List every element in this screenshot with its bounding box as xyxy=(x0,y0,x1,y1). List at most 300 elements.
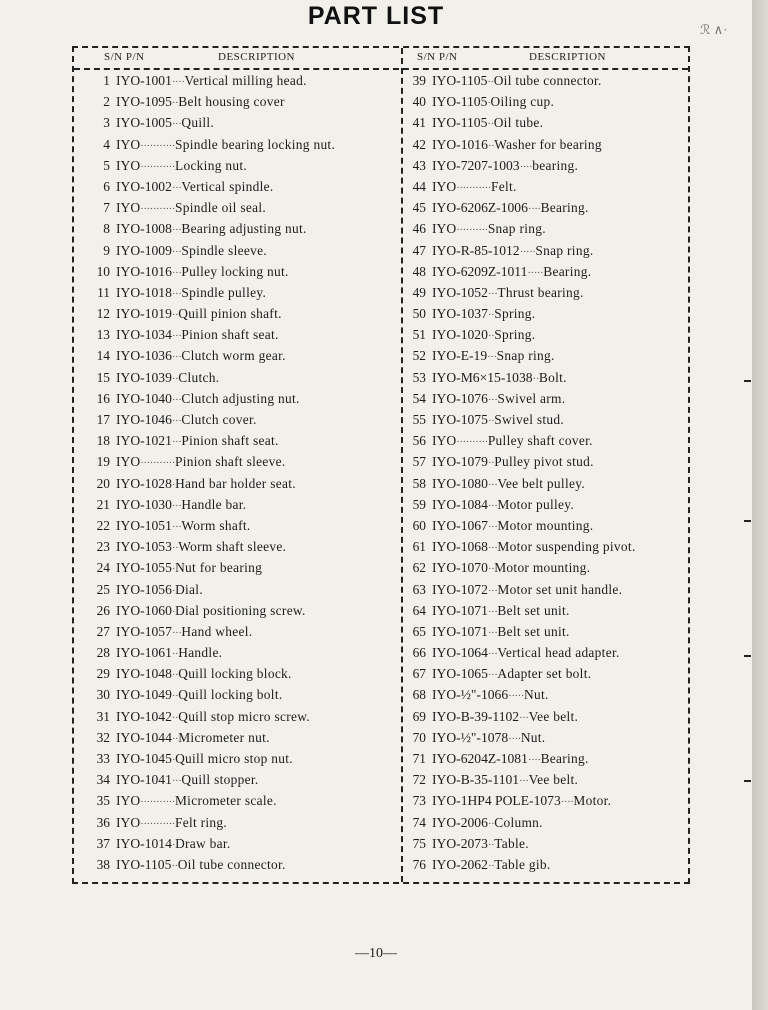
part-row xyxy=(80,367,335,388)
part-description: Washer for bearing xyxy=(494,136,602,152)
part-number: IYO-B-35-1101 xyxy=(432,772,520,788)
part-sn: 73 xyxy=(412,793,426,809)
part-number: IYO-1001 xyxy=(116,73,172,88)
part-description: Spindle bearing locking nut. xyxy=(174,136,336,152)
part-row xyxy=(80,790,335,811)
part-row xyxy=(80,727,335,748)
leader-dots: ·· xyxy=(171,732,179,745)
part-row xyxy=(408,663,636,684)
part-description: Clutch. xyxy=(178,369,220,385)
part-number: IYO xyxy=(432,221,457,237)
part-description: Spindle pulley. xyxy=(181,284,267,300)
part-number: IYO-6206Z-1006 xyxy=(432,200,528,216)
leader-dots: · xyxy=(487,97,491,110)
part-sn: 33 xyxy=(96,751,110,766)
part-sn: 62 xyxy=(412,560,426,576)
leader-dots: ·· xyxy=(487,118,494,131)
part-number: IYO-1020 xyxy=(432,327,488,343)
leader-dots: ·· xyxy=(487,139,495,152)
part-description: Pulley locking nut. xyxy=(181,263,289,279)
part-description: Quill pinion shaft. xyxy=(178,306,282,322)
leader-dots: ··· xyxy=(171,287,182,300)
part-description: Motor suspending pivot. xyxy=(497,539,636,555)
part-sn: 30 xyxy=(96,687,110,703)
part-number: IYO-½"-1066 xyxy=(432,687,509,703)
leader-dots: ·········· xyxy=(456,436,488,449)
part-sn: 16 xyxy=(96,390,110,406)
part-number: IYO-1056 xyxy=(116,581,172,597)
leader-dots: ·· xyxy=(487,76,494,88)
part-row xyxy=(80,261,335,282)
leader-dots: ··· xyxy=(171,118,182,131)
leader-dots: ·· xyxy=(171,648,179,661)
leader-dots: ·· xyxy=(487,817,495,830)
part-sn: 19 xyxy=(96,454,110,470)
leader-dots: ···· xyxy=(171,76,185,88)
part-description: Belt set unit. xyxy=(497,602,570,618)
leader-dots: ·· xyxy=(171,690,179,703)
part-description: Quill locking bolt. xyxy=(178,687,283,703)
part-sn: 34 xyxy=(96,772,110,788)
part-sn: 29 xyxy=(96,666,110,682)
part-row xyxy=(80,833,335,854)
part-description: Vertical head adapter. xyxy=(497,645,620,661)
part-number: IYO-1064 xyxy=(432,645,488,661)
part-number: IYO-1105 xyxy=(116,856,172,872)
part-row xyxy=(80,430,335,451)
part-number: IYO-1068 xyxy=(432,539,488,555)
part-sn: 37 xyxy=(96,835,110,851)
part-number: IYO xyxy=(116,136,141,152)
part-row xyxy=(80,706,335,727)
part-number: IYO-1048 xyxy=(116,666,172,682)
part-sn: 67 xyxy=(412,666,426,682)
part-row xyxy=(408,557,636,578)
leader-dots: ··· xyxy=(487,478,498,491)
part-description: Worm shaft sleeve. xyxy=(178,539,287,555)
part-sn: 48 xyxy=(412,263,426,279)
part-description: Swivel stud. xyxy=(494,412,565,427)
part-description: Table gib. xyxy=(494,856,551,872)
part-row xyxy=(80,515,335,536)
part-description: Worm shaft. xyxy=(181,517,251,533)
part-description: Pinion shaft sleeve. xyxy=(174,454,286,470)
part-row xyxy=(408,303,636,324)
part-number: IYO-1008 xyxy=(116,221,172,237)
part-row xyxy=(80,345,335,366)
part-description: Snap ring. xyxy=(496,348,555,364)
part-row xyxy=(80,663,335,684)
part-description: Quill locking block. xyxy=(178,666,292,682)
part-description: Nut. xyxy=(520,729,546,745)
leader-dots: ··········· xyxy=(140,203,175,216)
part-sn: 28 xyxy=(96,645,110,661)
leader-dots: ··· xyxy=(171,245,182,258)
part-description: Quill stop micro screw. xyxy=(178,708,310,724)
leader-dots: ·· xyxy=(487,309,495,322)
part-row xyxy=(408,70,636,91)
part-row xyxy=(80,621,335,642)
leader-dots: · xyxy=(171,605,176,618)
part-description: Spring. xyxy=(494,327,536,343)
part-description: Swivel arm. xyxy=(497,390,566,406)
part-row xyxy=(80,536,335,557)
part-number: IYO-1070 xyxy=(432,560,488,576)
part-description: Belt set unit. xyxy=(497,623,570,639)
part-sn: 8 xyxy=(103,221,110,237)
part-number: IYO-1061 xyxy=(116,645,172,661)
part-row xyxy=(80,473,335,494)
part-sn: 44 xyxy=(412,178,426,194)
part-number: IYO-1095 xyxy=(116,94,172,110)
part-number: IYO-1067 xyxy=(432,517,488,533)
part-number: IYO-E-19 xyxy=(432,348,488,364)
part-row xyxy=(80,557,335,578)
part-sn: 11 xyxy=(97,284,110,300)
margin-mark xyxy=(744,780,751,782)
leader-dots: ··· xyxy=(171,393,182,406)
part-number: IYO-1053 xyxy=(116,539,172,555)
part-sn: 17 xyxy=(96,412,110,427)
part-number: IYO-1080 xyxy=(432,475,488,491)
leader-dots: ··· xyxy=(519,711,529,724)
part-row xyxy=(80,451,335,472)
part-description: Bearing. xyxy=(540,200,589,216)
leader-dots: ··· xyxy=(487,669,498,682)
part-description: Oil tube connector. xyxy=(493,73,602,88)
part-number: IYO-M6×15-1038 xyxy=(432,369,533,385)
part-description: Oil tube. xyxy=(493,115,544,131)
part-number: IYO-6209Z-1011 xyxy=(432,263,528,279)
part-row xyxy=(408,684,636,705)
part-number: IYO-1071 xyxy=(432,602,488,618)
part-number: IYO-1002 xyxy=(116,178,172,194)
part-sn: 64 xyxy=(412,602,426,618)
leader-dots: ··········· xyxy=(140,796,175,809)
leader-dots: ··· xyxy=(171,415,182,427)
part-sn: 3 xyxy=(103,115,110,131)
part-row xyxy=(408,134,636,155)
page-number: —10— xyxy=(355,946,397,961)
part-number: IYO-½"-1078 xyxy=(432,729,509,745)
part-sn: 42 xyxy=(412,136,426,152)
leader-dots: ·· xyxy=(171,309,179,322)
part-sn: 47 xyxy=(412,242,426,258)
part-description: Bearing. xyxy=(543,263,592,279)
part-number: IYO xyxy=(116,793,141,809)
right-header-description: DESCRIPTION xyxy=(529,51,607,63)
leader-dots: ···· xyxy=(527,203,541,216)
part-number: IYO xyxy=(432,178,457,194)
part-description: Felt ring. xyxy=(174,814,228,830)
leader-dots: ····· xyxy=(519,245,536,258)
part-sn: 20 xyxy=(96,475,110,491)
leader-dots: ·· xyxy=(171,859,178,872)
part-sn: 63 xyxy=(412,581,426,597)
part-sn: 60 xyxy=(412,517,426,533)
part-description: Vertical milling head. xyxy=(184,73,307,88)
part-sn: 9 xyxy=(103,242,110,258)
leader-dots: ··········· xyxy=(140,817,175,830)
part-description: Hand wheel. xyxy=(181,623,253,639)
part-row xyxy=(80,579,335,600)
leader-dots: ····· xyxy=(508,690,524,703)
part-sn: 22 xyxy=(96,517,110,533)
margin-mark xyxy=(744,655,751,657)
part-row xyxy=(80,324,335,345)
leader-dots: · xyxy=(171,584,176,597)
part-sn: 57 xyxy=(412,454,426,470)
part-row xyxy=(80,748,335,769)
part-row xyxy=(80,155,335,176)
leader-dots: ·· xyxy=(532,372,539,385)
part-number: IYO-B-39-1102 xyxy=(432,708,520,724)
part-sn: 18 xyxy=(96,433,110,449)
part-row xyxy=(408,155,636,176)
part-list-table xyxy=(72,46,690,884)
part-number: IYO-1051 xyxy=(116,517,172,533)
part-sn: 49 xyxy=(412,284,426,300)
part-number: IYO-1049 xyxy=(116,687,172,703)
part-row xyxy=(408,706,636,727)
part-number: IYO-1HP4 POLE-1073 xyxy=(432,793,561,809)
part-sn: 46 xyxy=(412,221,426,237)
leader-dots: ·· xyxy=(487,859,495,872)
leader-dots: ··········· xyxy=(140,139,175,152)
part-sn: 59 xyxy=(412,496,426,512)
part-description: Pinion shaft seat. xyxy=(181,327,279,343)
part-row xyxy=(80,303,335,324)
part-description: Motor pulley. xyxy=(497,496,575,512)
part-number: IYO xyxy=(116,157,141,173)
part-row xyxy=(408,367,636,388)
part-number: IYO-1040 xyxy=(116,390,172,406)
part-sn: 27 xyxy=(96,623,110,639)
part-row xyxy=(408,388,636,409)
leader-dots: ··· xyxy=(171,266,182,279)
part-number: IYO xyxy=(116,200,141,216)
part-number: IYO-1039 xyxy=(116,369,172,385)
part-row xyxy=(80,218,335,239)
part-description: Micrometer scale. xyxy=(174,793,277,809)
part-sn: 5 xyxy=(103,157,110,173)
leader-dots: ·· xyxy=(171,542,179,555)
part-row xyxy=(408,430,636,451)
part-description: Adapter set bolt. xyxy=(497,666,592,682)
part-row xyxy=(80,240,335,261)
part-sn: 72 xyxy=(412,772,426,788)
leader-dots: ···· xyxy=(519,160,533,173)
part-number: IYO-1019 xyxy=(116,306,172,322)
part-sn: 39 xyxy=(412,73,426,88)
margin-scribble: ℛ ∧· xyxy=(700,22,728,37)
part-row xyxy=(80,600,335,621)
leader-dots: ··· xyxy=(487,584,498,597)
part-description: Quill stopper. xyxy=(181,772,259,788)
leader-dots: ·· xyxy=(487,563,495,576)
part-row xyxy=(80,812,335,833)
part-number: IYO-1014 xyxy=(116,835,172,851)
part-sn: 68 xyxy=(412,687,426,703)
leader-dots: ··· xyxy=(487,626,498,639)
part-sn: 69 xyxy=(412,708,426,724)
part-number: IYO-1052 xyxy=(432,284,488,300)
leader-dots: ··· xyxy=(487,542,498,555)
part-sn: 45 xyxy=(412,200,426,216)
part-number: IYO-1105 xyxy=(432,94,488,110)
part-row xyxy=(80,282,335,303)
part-row xyxy=(80,134,335,155)
part-description: Clutch adjusting nut. xyxy=(181,390,300,406)
part-sn: 61 xyxy=(412,539,426,555)
part-sn: 6 xyxy=(103,178,110,194)
part-number: IYO-1060 xyxy=(116,602,172,618)
part-number: IYO-1046 xyxy=(116,412,172,427)
part-description: Vee belt. xyxy=(528,708,579,724)
part-row xyxy=(80,769,335,790)
part-row xyxy=(408,282,636,303)
leader-dots: ··· xyxy=(487,393,498,406)
part-sn: 24 xyxy=(96,560,110,576)
part-sn: 4 xyxy=(103,136,110,152)
part-description: Bearing adjusting nut. xyxy=(181,221,307,237)
part-description: Vertical spindle. xyxy=(181,178,274,194)
part-row xyxy=(408,812,636,833)
part-number: IYO-1005 xyxy=(116,115,172,131)
part-row xyxy=(408,854,636,875)
part-description: Clutch cover. xyxy=(181,412,257,427)
part-description: Quill. xyxy=(181,115,215,131)
part-row xyxy=(408,494,636,515)
part-description: bearing. xyxy=(532,157,579,173)
part-sn: 50 xyxy=(412,306,426,322)
part-description: Thrust bearing. xyxy=(497,284,584,300)
part-sn: 26 xyxy=(96,602,110,618)
part-number: IYO-1055 xyxy=(116,560,172,576)
right-header-sn-pn: S/N P/N xyxy=(417,51,458,63)
leader-dots: ··· xyxy=(171,626,182,639)
part-sn: 75 xyxy=(412,835,426,851)
part-number: IYO-1065 xyxy=(432,666,488,682)
leader-dots: ·········· xyxy=(456,224,488,237)
leader-dots: ····· xyxy=(527,266,544,279)
part-description: Draw bar. xyxy=(175,835,231,851)
part-description: Vee belt pulley. xyxy=(497,475,585,491)
part-sn: 40 xyxy=(412,94,426,110)
leader-dots: ··· xyxy=(171,330,182,343)
part-sn: 53 xyxy=(412,369,426,385)
part-sn: 2 xyxy=(103,94,110,110)
part-number: IYO-2006 xyxy=(432,814,488,830)
part-sn: 1 xyxy=(103,73,110,88)
part-description: Spindle oil seal. xyxy=(174,200,266,216)
part-sn: 36 xyxy=(96,814,110,830)
part-number: IYO-1041 xyxy=(116,772,172,788)
part-description: Oil tube connector. xyxy=(177,856,286,872)
part-row xyxy=(80,70,335,91)
part-description: Pulley pivot stud. xyxy=(494,454,594,470)
part-row xyxy=(408,261,636,282)
page-title: PART LIST xyxy=(307,2,445,30)
part-row xyxy=(408,345,636,366)
part-description: Hand bar holder seat. xyxy=(175,475,296,491)
part-description: Vee belt. xyxy=(528,772,579,788)
leader-dots: ··· xyxy=(171,436,182,449)
part-description: Dial. xyxy=(175,581,203,597)
part-row xyxy=(408,579,636,600)
leader-dots: ·· xyxy=(171,669,179,682)
part-row xyxy=(80,684,335,705)
leader-dots: ··· xyxy=(171,499,182,512)
part-row xyxy=(408,176,636,197)
part-number: IYO-1009 xyxy=(116,242,172,258)
part-number: IYO-R-85-1012 xyxy=(432,242,520,258)
part-number: IYO-1071 xyxy=(432,623,488,639)
part-number: IYO-1105 xyxy=(432,73,488,88)
part-sn: 7 xyxy=(103,200,110,216)
part-sn: 58 xyxy=(412,475,426,491)
part-description: Nut. xyxy=(523,687,549,703)
leader-dots: ·· xyxy=(171,372,179,385)
part-row xyxy=(408,91,636,112)
part-sn: 74 xyxy=(412,814,426,830)
part-description: Pinion shaft seat. xyxy=(181,433,279,449)
leader-dots: ···· xyxy=(527,754,541,766)
part-number: IYO-1072 xyxy=(432,581,488,597)
part-description: Table. xyxy=(494,835,529,851)
leader-dots: ··· xyxy=(171,351,182,364)
part-number: IYO-1042 xyxy=(116,708,172,724)
part-row xyxy=(408,833,636,854)
part-description: Pulley shaft cover. xyxy=(487,433,593,449)
part-sn: 31 xyxy=(96,708,110,724)
part-row xyxy=(408,727,636,748)
part-number: IYO xyxy=(116,454,141,470)
part-sn: 13 xyxy=(96,327,110,343)
leader-dots: ··········· xyxy=(140,457,175,470)
part-sn: 38 xyxy=(96,856,110,872)
part-number: IYO-1044 xyxy=(116,729,172,745)
part-description: Clutch worm gear. xyxy=(181,348,286,364)
part-row xyxy=(408,536,636,557)
part-description: Belt housing cover xyxy=(178,94,285,110)
part-row xyxy=(408,642,636,663)
part-description: Motor. xyxy=(573,793,612,809)
leader-dots: · xyxy=(171,563,176,576)
leader-dots: ···· xyxy=(560,796,574,809)
part-description: Dial positioning screw. xyxy=(175,602,306,618)
left-header-sn-pn: S/N P/N xyxy=(104,51,145,63)
part-sn: 21 xyxy=(96,496,110,512)
part-sn: 70 xyxy=(412,729,426,745)
part-row xyxy=(408,621,636,642)
part-number: IYO-1034 xyxy=(116,327,172,343)
part-description: Felt. xyxy=(490,178,517,194)
part-description: Column. xyxy=(494,814,543,830)
part-description: Motor set unit handle. xyxy=(497,581,623,597)
part-description: Handle bar. xyxy=(181,496,247,512)
part-number: IYO-1021 xyxy=(116,433,172,449)
part-description: Quill micro stop nut. xyxy=(175,751,293,766)
leader-dots: ··· xyxy=(487,287,498,300)
part-number: IYO-1045 xyxy=(116,751,172,766)
part-sn: 10 xyxy=(96,263,110,279)
part-row xyxy=(408,790,636,811)
part-sn: 32 xyxy=(96,729,110,745)
part-row xyxy=(408,748,636,769)
part-number: IYO-1076 xyxy=(432,390,488,406)
part-description: Motor mounting. xyxy=(494,560,591,576)
